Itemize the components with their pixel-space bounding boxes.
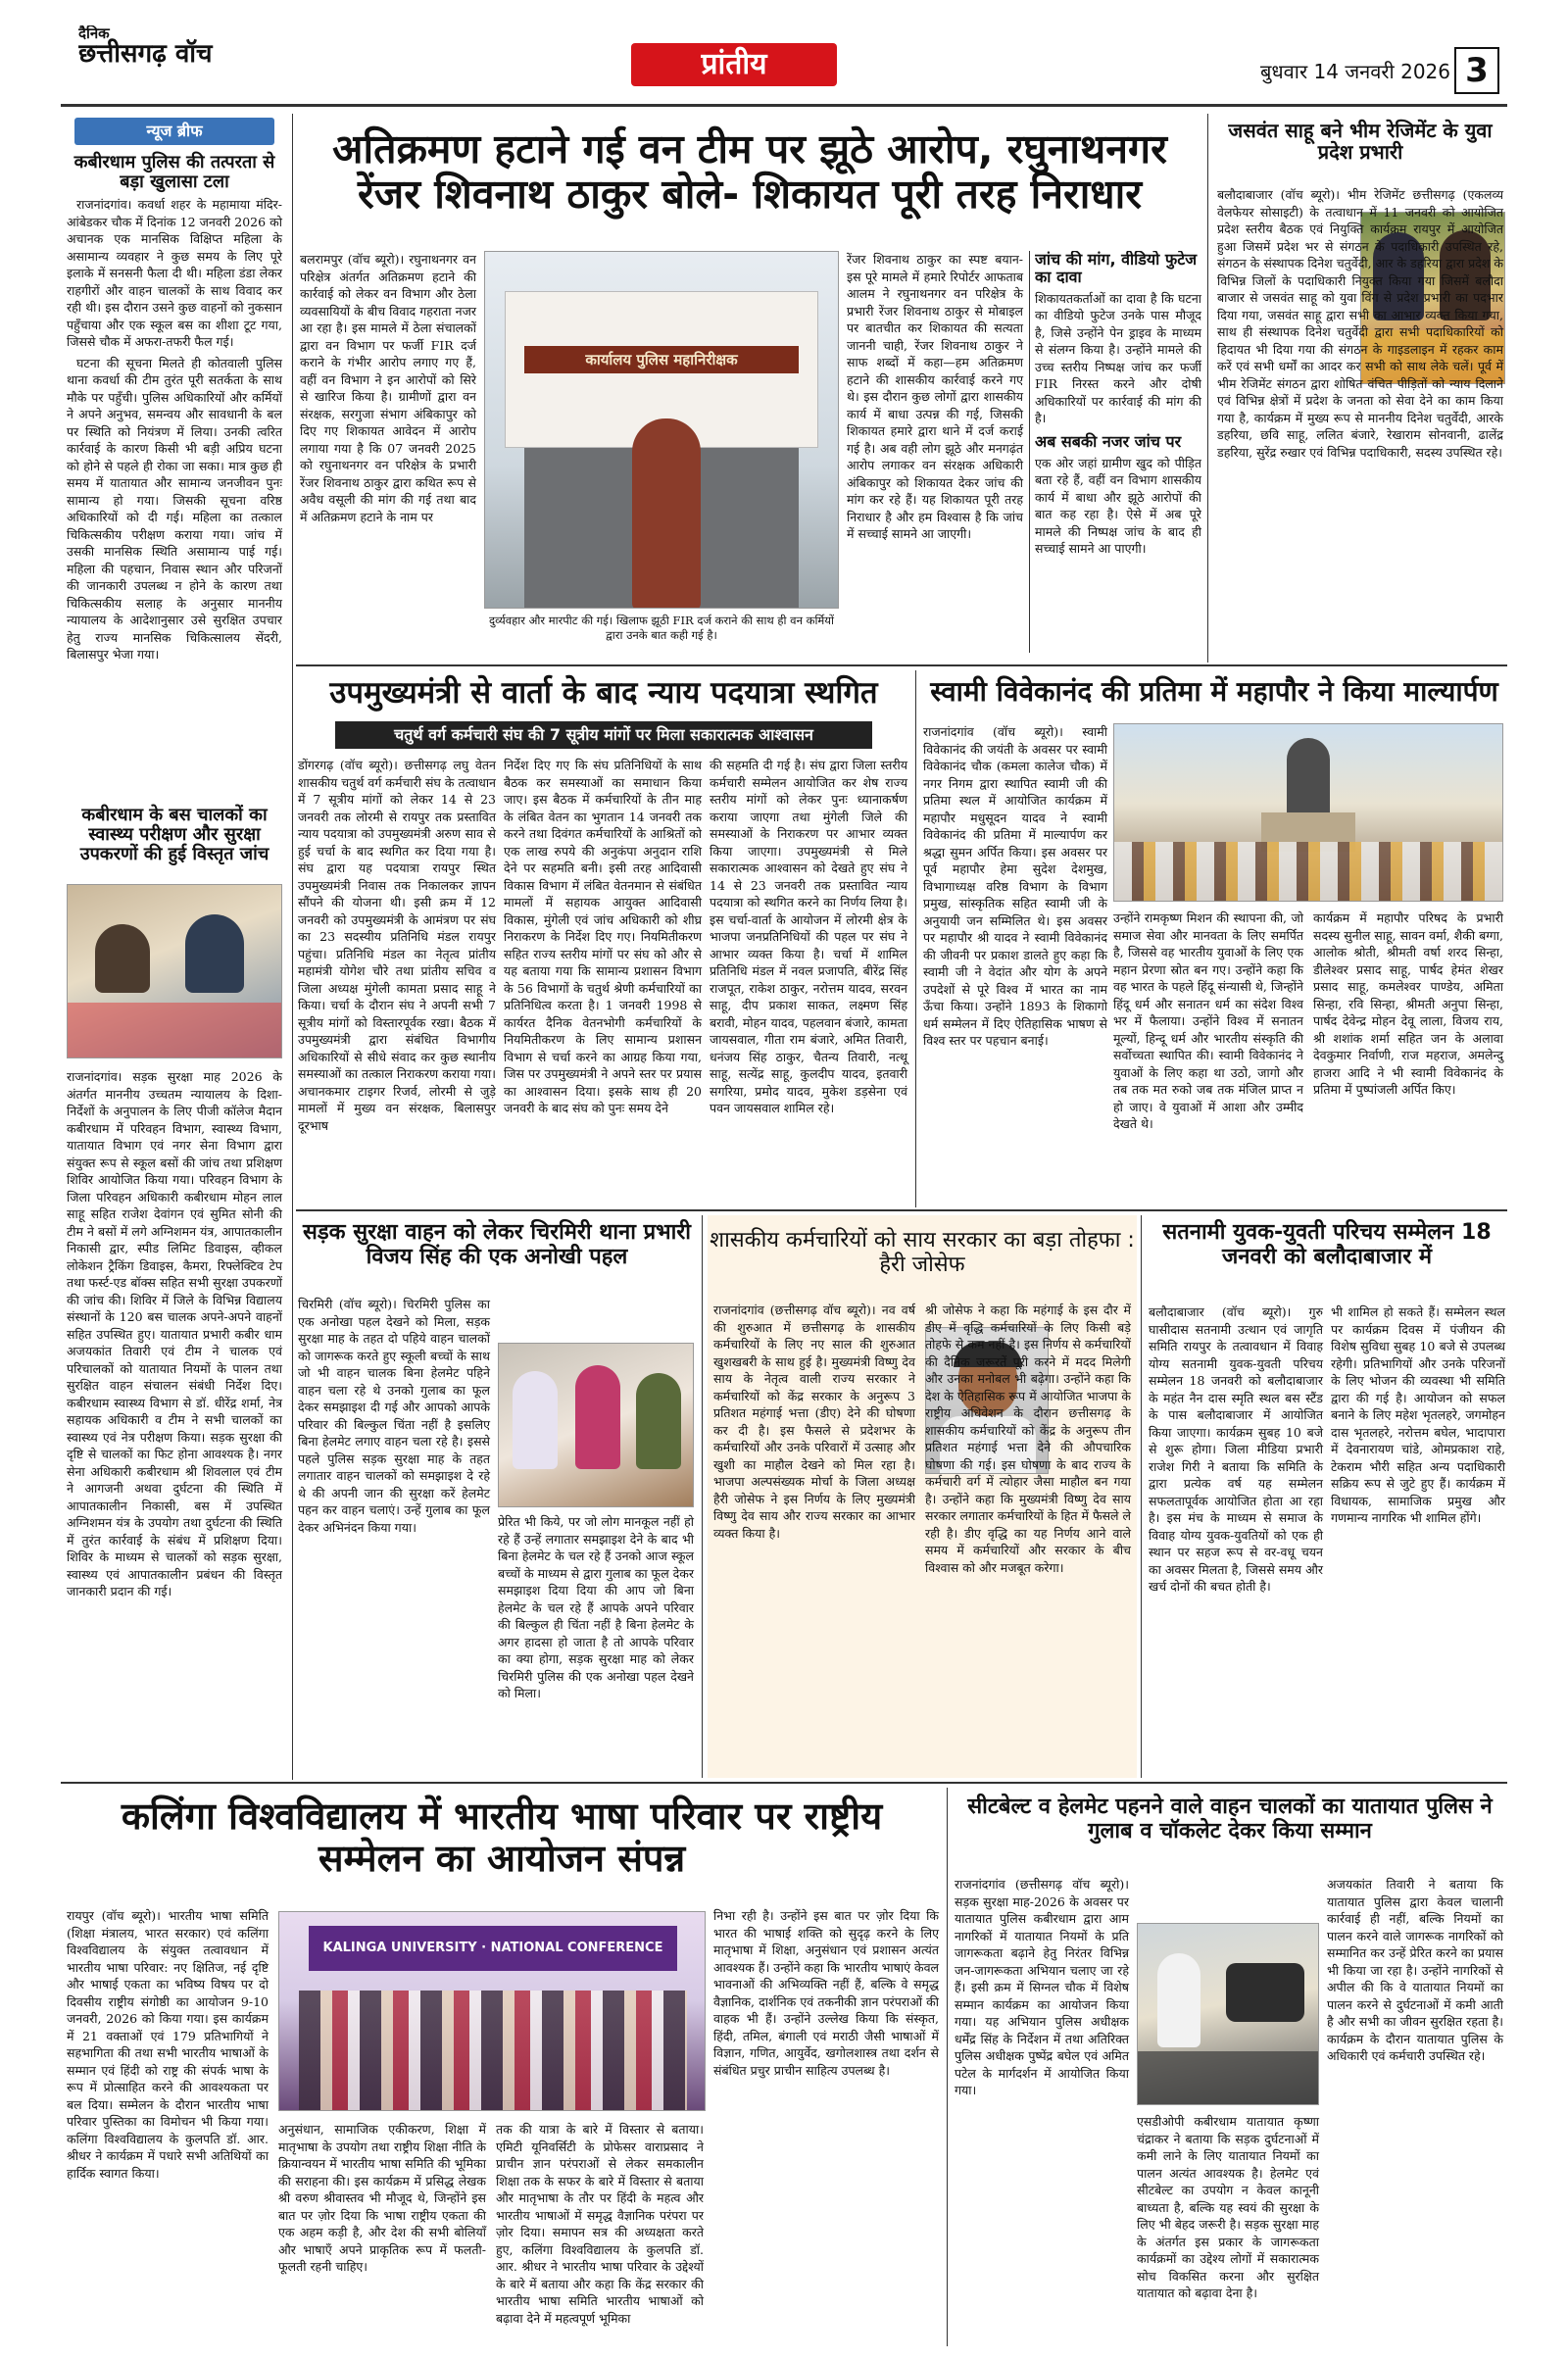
- news-brief-label: न्यूज ब्रीफ: [74, 118, 274, 145]
- satnami-headline: सतनामी युवक-युवती परिचय सम्मेलन 18 जनवरी को बलौदाबाजार में: [1162, 1220, 1492, 1269]
- vivekanand-story: [921, 670, 1507, 1207]
- hari-satnami-rule: [1141, 1215, 1142, 1778]
- kalinga-col-1: रायपुर (वॉच ब्यूरो)। भारतीय भाषा समिति (शिक्षा मंत्रालय, भारत सरकार) एवं कलिंगा विश्वविद्यालय के संयुक्त तत्वावधान में भारतीय भाषा परिवार: नए क्षितिज, नई दृष्टि और भाषाई एकता का भविष्य विषय पर दो दिवसीय राष्ट्रीय संगोष्ठी का आयोजन 9-10 जनवरी, 2026 को किया गया। इस कार्यक्रम में 21 वक्ताओं एवं 179 प्रतिभागियों ने सहभागिता की तथा सभी भारतीय भाषाओं के सम्मान एवं हिंदी को राष्ट्र की संपर्क भाषा के रूप में प्रोत्साहित करने की आवश्यकता पर बल दिया। सम्मेलन के दौरान भारतीय भाषा परिवार पुस्तिका का विमोचन भी किया गया। कलिंगा विश्वविद्यालय के कुलपति डॉ. आर. श्रीधर ने कार्यक्रम में पधारे सभी अतिथियों का हार्दिक स्वागत किया।: [67, 1908, 269, 2181]
- row3-rule: [296, 1209, 1507, 1211]
- lead-col-4: [1035, 251, 1201, 658]
- yatra-col-2: निर्देश दिए गए कि संघ प्रतिनिधियों के साथ बैठक कर समस्याओं का समाधान किया जाए। इस बैठक में कर्मचारियों के तीन माह के लंबित वेतन का भुगतान 14 जनवरी तक करने तथा दिवंगत कर्मचारियों के आश्रितों को एक लाख रुपये की अनुकंपा अनुदान राशि देने पर सहमति बनी। इसी तरह आदिवासी विकास विभाग में लंबित वेतनमान से संबंधित मामलों में सहायक आयुक्त आदिवासी विकास, मुंगेली एवं जांच अधिकारी को शीघ्र निराकरण के निर्देश दिए गए। नियमितीकरण सहित राज्य स्तरीय मांगों पर संघ को और से यह बताया गया कि सामान्य प्रशासन विभाग के 56 विभागों के चतुर्थ श्रेणी कर्मचारियों का प्रतिनिधित्व करता है। 1 जनवरी 1998 से कार्यरत दैनिक वेतनभोगी कर्मचारियों के नियमितीकरण के लिए सामान्य प्रशासन विभाग से चर्चा करने का आग्रह किया गया, जिस पर उपमुख्यमंत्री ने अपने स्तर पर प्रयास का आश्वासन दिया। इसके साथ ही 20 जनवरी के बाद संघ को पुनः समय देने: [504, 758, 702, 1115]
- lead-subhead-2: अब सबकी नजर जांच पर: [1035, 431, 1182, 451]
- bhim-story: [1213, 114, 1507, 663]
- kalinga-story: [61, 1788, 943, 2346]
- lead-headline: अतिक्रमण हटाने गई वन टीम पर झूठे आरोप, रघुनाथनगर रेंजर शिवनाथ ठाकुर बोले- शिकायत पूरी तरह निराधार: [332, 125, 1167, 218]
- seatbelt-headline: सीटबेल्ट व हेलमेट पहनने वाले वाहन चालकों का यातायात पुलिस ने गुलाब व चॉकलेट देकर किया सम्मान: [967, 1795, 1493, 1844]
- vivek-col-3: कार्यक्रम में महापौर परिषद के प्रभारी सदस्य सुनील साहू, सावन वर्मा, शैकी बग्गा, आलोक श्रोती, श्रीमती वर्षा शरद सिन्हा, डीलेश्वर प्रसाद साहू, पार्षद हेमंत शेखर प्रसाद साहू, कमलेश्वर पाण्डेय, अमिता सिन्हा, रवि सिन्हा, श्रीमती अनुपा सिन्हा, पार्षद देवेन्द्र मोहन देवू लाला, विजय राय, श्री शशांक शर्मा सहित जन के अलावा देवकुमार निर्वाणी, राज महराज, अमलेन्दु हाजरा आदि ने भी स्वामी विवेकानंद के प्रतिमा में पुष्पांजली अर्पित किए।: [1313, 910, 1503, 1097]
- yatra-vivek-rule: [915, 670, 916, 1207]
- yatra-headline: उपमुख्यमंत्री से वार्ता के बाद न्याय पदयात्रा स्थगित: [329, 675, 878, 711]
- lead-col-4b-text: एक ओर जहां ग्रामीण खुद को पीड़ित बता रहे हैं, वहीं वन विभाग शासकीय कार्य में बाधा और झूठे आरोपों की बात कह रहा है। ऐसे में अब पूरे मामले की निष्पक्ष जांच के बाद ही सच्चाई सामने आ पाएगी।: [1035, 455, 1201, 557]
- sadak-hari-rule: [702, 1215, 703, 1778]
- kalinga-col-2: अनुसंधान, सामाजिक एकीकरण, शिक्षा में मातृभाषा के उपयोग तथा राष्ट्रीय शिक्षा नीति के क्रियान्वयन में भारतीय भाषा समिति की भूमिका की सराहना की। इस कार्यक्रम में प्रसिद्ध लेखक श्री वरुण श्रीवास्तव भी मौजूद थे, जिन्होंने इस बात पर ज़ोर दिया कि भाषा राष्ट्रीय एकता की एक अहम कड़ी है, और देश की सभी बोलियाँ और भाषाएँ अपने प्राकृतिक रूप में फलती-फूलती रहनी चाहिए।: [278, 2122, 486, 2274]
- kalinga-col-4: निभा रही है। उन्होंने इस बात पर ज़ोर दिया कि भारत की भाषाई शक्ति को सुदृढ़ करने के लिए मातृभाषा में शिक्षा, अनुसंधान एवं प्रशासन अत्यंत आवश्यक हैं। उन्होंने कहा कि भारतीय भाषाएं केवल भावनाओं की अभिव्यक्ति नहीं हैं, बल्कि वे समृद्ध वैज्ञानिक, दार्शनिक एवं तकनीकी ज्ञान परंपराओं की वाहक भी हैं। उन्होंने उल्लेख किया कि संस्कृत, हिंदी, तमिल, बंगाली एवं मराठी जैसी भाषाओं में विज्ञान, गणित, आयुर्वेद, खगोलशास्त्र तथा दर्शन से संबंधित प्रचुर प्राचीन साहित्य उपलब्ध है।: [713, 1908, 939, 2078]
- lead-story: [296, 114, 1203, 663]
- masthead: [78, 25, 294, 84]
- brief-para-3: राजनांदगांव। सड़क सुरक्षा माह 2026 के अंतर्गत माननीय उच्चतम न्यायालय के दिशा-निर्देशों के अनुपालन के लिए पीजी कॉलेज मैदान कबीरधाम में परिवहन विभाग, स्वास्थ्य विभाग, यातायात विभाग एवं नगर सेना विभाग द्वारा संयुक्त रूप से स्कूल बसों की जांच तथा प्रशिक्षण शिविर आयोजित किया गया। परिवहन विभाग के जिला परिवहन अधिकारी कबीरधाम मोहन लाल साहू सहित राजेश देवांगन एवं सुमित सोनी की टीम ने बसों में लगे अग्निशमन यंत्र, आपातकालीन निकासी द्वार, स्पीड लिमिट डिवाइस, व्हीकल लोकेशन ट्रैकिंग डिवाइस, कैमरा, रिफ्लेक्टिव टेप तथा फर्स्ट-एड बॉक्स सहित सभी सुरक्षा उपकरणों की जांच की। शिविर में जिले के विभिन्न विद्यालय संस्थानों के 120 बस चालक अपने-अपने वाहनों सहित उपस्थित हुए। यातायात प्रभारी कबीर धाम अजयकांत तिवारी एवं टीम ने चालक एवं परिचालकों को यातायात नियमों के पालन तथा सुरक्षित वाहन संचालन संबंधी निर्देश दिए। कबीरधाम स्वास्थ्य विभाग से डॉ. धीरेंद्र शर्मा, नेत्र सहायक अधिकारी व टीम ने सभी चालकों का स्वास्थ्य एवं नेत्र परीक्षण किया। सड़क सुरक्षा की दृष्टि से चालकों का फिट होना आवश्यक है। नगर सेना अधिकारी कबीरधाम श्री शिवलाल एवं टीम ने आगजनी अथवा दुर्घटना की स्थिति में आपातकालीन निकासी, बस में उपस्थित अग्निशमन यंत्र के उपयोग तथा दुर्घटना की स्थिति में तुरंत कार्रवाई के संबंध में प्रशिक्षण दिया। शिविर के माध्यम से चालकों को सड़क सुरक्षा, स्वास्थ्य एवं आपातकालीन प्रबंधन की विस्तृत जानकारी प्रदान की गई।: [67, 1069, 282, 1598]
- brief-para-2: घटना की सूचना मिलते ही कोतवाली पुलिस थाना कवर्धा की टीम तुरंत पूरी सतर्कता के साथ मौके पर पहुँची। पुलिस अधिकारियों और कर्मियों ने अपने अनुभव, समन्वय और सावधानी के बल पर स्थिति को नियंत्रण में लिया। उनकी त्वरित कार्रवाई के कारण किसी भी बड़ी अप्रिय घटना को होने से पहले ही रोका जा सका। मात्र कुछ ही समय में यातायात और सामान्य जनजीवन पुनः सामान्य हो गया। जिसकी सूचना वरिष्ठ अधिकारियों को दी गई। महिला का तत्काल चिकित्सकीय परीक्षण कराया गया। जांच में उसकी मानसिक स्थिति असामान्य पाई गई। महिला की पहचान, निवास स्थान और परिजनों की जानकारी उपलब्ध न होने के कारण तथा चिकित्सकीय सलाह के अनुसार माननीय न्यायालय के आदेशानुसार उसे सुरक्षित उपचार हेतु राज्य मानसिक चिकित्सालय सेंदरी, बिलासपुर भेजा गया।: [67, 355, 282, 663]
- conference-banner: KALINGA UNIVERSITY · NATIONAL CONFERENCE: [309, 1926, 677, 1971]
- sadak-headline: सड़क सुरक्षा वाहन को लेकर चिरमिरी थाना प्रभारी विजय सिंह की एक अनोखी पहल: [303, 1220, 691, 1269]
- kalinga-seatbelt-rule: [947, 1788, 948, 2346]
- brief-story-2: [61, 802, 288, 1782]
- row2-rule: [296, 664, 1507, 666]
- hari-col-2: श्री जोसेफ ने कहा कि महंगाई के इस दौर में डीए में वृद्धि कर्मचारियों के लिए किसी बड़े तोहफे से कम नहीं है। इस निर्णय से कर्मचारियों की दैनिक जरूरतें पूरी करने में मदद मिलेगी और उनका मनोबल भी बढ़ेगा। उन्होंने कहा कि देश के ऐतिहासिक रूप में आयोजित भाजपा के राष्ट्रीय अधिवेशन के दौरान छत्तीसगढ़ के शासकीय कर्मचारियों को केंद्र के अनुरूप तीन प्रतिशत महंगाई भत्ता देने की औपचारिक घोषणा की गई। इस घोषणा के बाद राज्य के कर्मचारी वर्ग में त्योहार जैसा माहौल बन गया है। उन्होंने कहा कि मुख्यमंत्री विष्णु देव साय सरकार लगातार कर्मचारियों के हित में फैसले ले रही है। डीए वृद्धि का यह निर्णय आने वाले समय में कर्मचारियों और सरकार के बीच विश्वास को और मजबूत करेगा।: [925, 1303, 1131, 1575]
- paper-name: छत्तीसगढ़ वॉच: [78, 39, 213, 69]
- bhim-text: बलौदाबाजार (वॉच ब्यूरो)। भीम रेजिमेंट छत्तीसगढ़ (एकलव्य वेलफेयर सोसाइटी) के तत्वाधान में 11 जनवरी को आयोजित प्रदेश स्तरीय बैठक एवं नियुक्ति कार्यक्रम रायपुर में आयोजित हुआ जिसमें प्रदेश भर से संगठन के पदाधिकारी उपस्थित रहे, संगठन के संस्थापक दिनेश चतुर्वेदी, आर के डहरिया द्वारा प्रदेश के विभिन्न जिलों के पदाधिकारी नियुक्त किया गया जिसमें बलौदा बाजार से जसवंत साहू को युवा विंग से प्रदेश प्रभारी का पदभार दिया गया, जसवंत साहू द्वारा सभी का आभार व्यक्त किया गया, साथ ही संस्थापक दिनेश चतुर्वेदी द्वारा सभी पदाधिकारियों को हिदायत भी दिया गया की संगठन के गाइडलाइन में रहकर काम करें एवं सभी धर्मों का आदर कर सभी को साथ लेके चलें। पूर्व में भीम रेजिमेंट संगठन द्वारा शोषित वंचित पीड़ितों को न्याय दिलाने एवं विभिन्न क्षेत्रों में प्रदेश के जनता को सेवा देने का काम किया गया है, कार्यक्रम में मुख्य रूप से माननीय दिनेश चतुर्वेदी, आरके डहरिया, छवि साहू, ललित बंजारे, रेखाराम सोनवानी, ढालेंद्र डहरिया, सुरेंद्र रुखार एवं विभिन्न पदाधिकारी, सदस्य उपस्थित रहे।: [1217, 187, 1503, 460]
- section-label: प्रांतीय: [631, 43, 837, 86]
- lead-col-3: रेंजर शिवनाथ ठाकुर का स्पष्ट बयान- इस पूरे मामले में हमारे रिपोर्टर आफताब आलम ने रघुनाथनगर वन परिक्षेत्र के प्रभारी रेंजर शिवनाथ ठाकुर से मोबाइल पर बातचीत कर शिकायत की सत्यता जाननी चाही, रेंजर शिवनाथ ठाकुर ने साफ शब्दों में कहा—हम अतिक्रमण हटाने की शासकीय कार्रवाई करने गए थे। इस दौरान कुछ लोगों द्वारा शासकीय कार्य में बाधा उत्पन्न की गई, जिसकी शिकायत हमारे द्वारा थाने में दर्ज कराई गई है। अब वही लोग झूठे और मनगढ़ंत आरोप लगाकर वन संरक्षक अधिकारी अंबिकापुर को शिकायत देकर जांच की मांग कर रहे हैं। यह शिकायत पूरी तरह निराधार है और हम विश्वास है कि जांच में सच्चाई सामने आ जाएगी।: [847, 252, 1023, 541]
- issue-date: बुधवार 14 जनवरी 2026: [1259, 60, 1450, 83]
- header-rule: [61, 104, 1507, 107]
- page-number: 3: [1454, 47, 1499, 94]
- hari-col-1: राजनांदगांव (छत्तीसगढ़ वॉच ब्यूरो)। नव वर्ष की शुरुआत में छत्तीसगढ़ के शासकीय कर्मचारियों के लिए नए साल की शुरुआत खुशखबरी के साथ हुई है। मुख्यमंत्री विष्णु देव साय के नेतृत्व वाली राज्य सरकार ने कर्मचारियों को केंद्र सरकार के अनुरूप 3 प्रतिशत महंगाई भत्ता (डीए) देने की घोषणा कर दी है। इस फैसले से प्रदेशभर के कर्मचारियों और उनके परिवारों में उत्साह और खुशी का माहौल देखने को मिल रहा है। भाजपा अल्पसंख्यक मोर्चा के जिला अध्यक्ष हैरी जोसेफ ने इस निर्णय के लिए मुख्यमंत्री विष्णु देव साय और राज्य सरकार का आभार व्यक्त किया है।: [713, 1303, 915, 1541]
- vivek-col-1: राजनांदगांव (वॉच ब्यूरो)। स्वामी विवेकानंद की जयंती के अवसर पर स्वामी विवेकानंद चौक (कमला कालेज चौक) में नगर निगम द्वारा स्थापित स्वामी जी की प्रतिमा स्थल में आयोजित कार्यक्रम में महापौर मधुसूदन यादव ने स्वामी विवेकानंद की प्रतिमा में माल्यार्पण कर श्रद्धा सुमन अर्पित किया। इस अवसर पर पूर्व महापौर हेमा सुदेश देशमुख, विभागाध्यक्ष वरिष्ठ विभाग के विभाग प्रमुख, सांस्कृतिक सहित स्वामी जी के अनुयायी जन सम्मिलित थे। इस अवसर पर महापौर श्री यादव ने स्वामी विवेकानंद की जीवनी पर प्रकाश डालते हुए कहा कि स्वामी जी ने वेदांत और योग के अपने उपदेशों से पूरे विश्व में भारत का नाम ऊँचा किया। उन्होंने 1893 के शिकागो धर्म सम्मेलन में दिए ऐतिहासिक भाषण से विश्व स्तर पर पहचान बनाई।: [923, 724, 1107, 1048]
- vivekanand-statue-photo: [1113, 723, 1503, 902]
- seatbelt-col-2: एसडीओपी कबीरधाम यातायात कृष्णा चंद्राकर ने बताया कि सड़क दुर्घटनाओं में कमी लाने के लिए यातायात नियमों का पालन अत्यंत आवश्यक है। हेलमेट एवं सीटबेल्ट का उपयोग न केवल कानूनी बाध्यता है, बल्कि यह स्वयं की सुरक्षा के लिए भी बेहद जरूरी है। सड़क सुरक्षा माह के अंतर्गत इस प्रकार के जागरूकता कार्यक्रमों का उद्देश्य लोगों में सकारात्मक सोच विकसित करना और सुरक्षित यातायात को बढ़ावा देना है।: [1137, 2114, 1319, 2300]
- lead-photo-caption: दुर्व्यवहार और मारपीट की गई। खिलाफ झूठी FIR दर्ज कराने की साथ ही वन कर्मियों द्वारा उनके बात कही गई है।: [489, 614, 834, 642]
- vivekanand-headline: स्वामी विवेकानंद की प्रतिमा में महापौर ने किया माल्यार्पण: [930, 675, 1498, 708]
- satnami-col-1: बलौदाबाजार (वॉच ब्यूरो)। गुरु घासीदास सतनामी उत्थान एवं जागृति समिति रायपुर के तत्वावधान में विवाह योग्य सतनामी युवक-युवती परिचय सम्मेलन 18 जनवरी को बलौदाबाजार के महंत नैन दास स्मृति स्थल बस स्टैंड के पास बलौदाबाजार में आयोजित किया जाएगा। कार्यक्रम सुबह 10 बजे से शुरू होगा। जिला मीडिया प्रभारी राजेश गिरी ने बताया कि समिति के द्वारा प्रत्येक वर्ष यह सम्मेलन सफलतापूर्वक आयोजित होता आ रहा है। इस मंच के माध्यम से समाज के विवाह योग्य युवक-युवतियों को एक ही स्थान पर सहज रूप से वर-वधू चयन का अवसर मिलता है, जिससे समय और खर्च दोनों की बचत होती है।: [1149, 1304, 1323, 1594]
- sadak-col-2: प्रेरित भी किये, पर जो लोग मानकूल नहीं हो रहे हैं उन्हें लगातार समझाइश देने के बाद भी बिना हेलमेट के चल रहे हैं उनको आज स्कूल बच्चों के माध्यम से द्वारा गुलाब का फूल देकर समझाइश दिया दिया की आप जो बिना हेलमेट के चल रहे हैं आपके अपने परिवार की बिल्कुल ही चिंता नहीं है बिना हेलमेट के अगर हादसा हो जाता है तो आपके परिवार का क्या होगा, सड़क सुरक्षा माह को लेकर चिरमिरी पुलिस की एक अनोखा पहल देखने को मिला।: [498, 1514, 694, 1700]
- right-column-rule: [1207, 114, 1208, 663]
- yatra-col-3: की सहमति दी गई है। संघ द्वारा जिला स्तरीय कर्मचारी सम्मेलन आयोजित कर शेष राज्य स्तरीय मांगों को लेकर पुनः ध्यानाकर्षण कराया जाएगा तथा मुंगेली जिले की समस्याओं के निराकरण पर आभार व्यक्त किया जाएगा। उपमुख्यमंत्री से मिले सकारात्मक आश्वासन को देखते हुए संघ ने 14 से 23 जनवरी तक प्रस्तावित न्याय पदयात्रा को स्थगित करने का निर्णय लिया है। इस चर्चा-वार्ता के आयोजन में लोरमी क्षेत्र के भाजपा जनप्रतिनिधियों की पहल पर संघ ने आभार व्यक्त किया है। चर्चा में शामिल प्रतिनिधि मंडल में नवल प्रजापति, बीरेंद्र सिंह राजपूत, राकेश ठाकुर, नरोत्तम यादव, सरवन साहू, दीप प्रकाश साकत, लक्ष्मण सिंह बरावी, मोहन यादव, पहलवान बंजारे, कामता जायसवाल, गीता राम बंजारे, अमित तिवारी, धनंजय सिंह ठाकुर, चैतन्य तिवारी, नत्थू साहू, सत्येंद्र साहू, कुलदीप यादव, इतवारी सगरिया, प्रमोद यादव, मुकेश डड़सेना एवं पवन जायसवाल शामिल रहे।: [710, 758, 907, 1115]
- yatra-story: [296, 670, 911, 1207]
- kalinga-col-3: तक की यात्रा के बारे में विस्तार से बताया। एमिटी यूनिवर्सिटी के प्रोफेसर वाराप्रसाद ने प्राचीन ज्ञान परंपराओं से लेकर समकालीन शिक्षा तक के सफर के बारे में विस्तार से बताया और मातृभाषा के तौर पर हिंदी के महत्व और भारतीय भाषाओं में समृद्ध वैज्ञानिक परंपरा पर ज़ोर दिया। समापन सत्र की अध्यक्षता करते हुए, कलिंगा विश्वविद्यालय के कुलपति डॉ. आर. श्रीधर ने भारतीय भाषा परिवार के उद्देश्यों के बारे में बताया और कहा कि केंद्र सरकार की भारतीय भाषा समिति भारतीय भाषाओं को बढ़ावा देने में महत्वपूर्ण भूमिका: [496, 2122, 704, 2326]
- lead-col-4-text: शिकायतकर्ताओं का दावा है कि घटना का वीडियो फुटेज उनके पास मौजूद है, जिसे उन्होंने पेन ड्राइव के माध्यम से संलग्न किया है। उन्होंने मामले की उच्च स्तरीय निष्पक्ष जांच कर फर्जी FIR निरस्त करने और दोषी अधिकारियों पर कार्रवाई की मांग की है।: [1035, 290, 1201, 426]
- bhim-headline: जसवंत साहू बने भीम रेजिमेंट के युवा प्रदेश प्रभारी: [1228, 119, 1493, 165]
- satnami-col-2: भी शामिल हो सकते हैं। सम्मेलन स्थल पर कार्यक्रम दिवस में पंजीयन की विशेष सुविधा सुबह 10 बजे से उपलब्ध रहेगी। प्रतिभागियों और उनके परिजनों के लिए भोजन की व्यवस्था भी समिति द्वारा की गई है। आयोजन को सफल बनाने के लिए महेश भृतलहरे, जगमोहन दास भृतलहरे, नरोत्तम बघेल, भादापारा में देवनारायण चांडे, ओमप्रकाश राहे, टेकराम भौरी सहित अन्य पदाधिकारी सक्रिय रूप से जुटे हुए हैं। कार्यक्रम में विधायक, सामाजिक प्रमुख और गणमान्य नागरिक भी शामिल होंगे।: [1331, 1304, 1505, 1525]
- satnami-story: [1147, 1215, 1507, 1778]
- kalinga-headline: कलिंगा विश्वविद्यालय में भारतीय भाषा परिवार पर राष्ट्रीय सम्मेलन का आयोजन संपन्न: [121, 1795, 883, 1880]
- brief-headline-2: कबीरधाम के बस चालकों का स्वास्थ्य परीक्षण और सुरक्षा उपकरणों की हुई विस्तृत जांच: [79, 805, 270, 865]
- sadak-story: [296, 1215, 698, 1778]
- seatbelt-col-1: राजनांदगांव (छत्तीसगढ़ वॉच ब्यूरो)। सड़क सुरक्षा माह-2026 के अवसर पर यातायात पुलिस कबीरधाम द्वारा आम नागरिकों में यातायात नियमों के प्रति जागरूकता बढ़ाने हेतु निरंतर विभिन्न जन-जागरूकता अभियान चलाए जा रहे हैं। इसी क्रम में सिग्नल चौक में विशेष सम्मान कार्यक्रम का आयोजन किया गया। यह अभियान पुलिस अधीक्षक धर्मेंद्र सिंह के निर्देशन में तथा अतिरिक्त पुलिस अधीक्षक पुष्पेंद्र बघेल एवं अमित पटेल के मार्गदर्शन में आयोजित किया गया।: [955, 1877, 1129, 2097]
- yatra-deck: चतुर्थ वर्ग कर्मचारी संघ की 7 सूत्रीय मांगों पर मिला सकारात्मक आश्वासन: [335, 721, 872, 749]
- brief-headline-1: कबीरधाम पुलिस की तत्परता से बड़ा खुलासा टला: [74, 152, 275, 193]
- lead-col-rule: [1029, 251, 1030, 653]
- helmet-rose-photo: [498, 1343, 694, 1507]
- hari-story: [708, 1215, 1137, 1778]
- brief-para-1: राजनांदगांव। कवर्धा शहर के महामाया मंदिर-आंबेडकर चौक में दिनांक 12 जनवरी 2026 को अचानक एक मानसिक विक्षिप्त महिला के असामान्य व्यवहार ने कुछ समय के लिए पूरे इलाके में सनसनी फैला दी थी। महिला डंडा लेकर राहगीरों और वाहन चालकों के साथ विवाद कर रही थी। इस दौरान उसने कुछ वाहनों को नुकसान पहुँचाया और एक स्कूल बस का शीशा टूट गया, जिससे चौक में अफरा-तफरी फैल गई।: [67, 197, 282, 350]
- paper-name-small: दैनिक: [78, 25, 110, 42]
- lead-col-1: बलरामपुर (वॉच ब्यूरो)। रघुनाथनगर वन परिक्षेत्र अंतर्गत अतिक्रमण हटाने की कार्रवाई को लेकर वन विभाग और ठेला व्यवसायियों के बीच विवाद गहराता नजर आ रहा है। इस मामले में ठेला संचालकों द्वारा वन विभाग पर फर्जी FIR दर्ज कराने के गंभीर आरोप लगाए गए हैं, वहीं वन विभाग ने इन आरोपों को सिरे से खारिज किया है। ग्रामीणों द्वारा वन संरक्षक, सरगुजा संभाग अंबिकापुर को दिए गए शिकायत आवेदन में आरोप लगाया गया है कि 07 जनवरी 2025 को रघुनाथनगर वन परिक्षेत्र के प्रभारी रेंजर शिवनाथ ठाकुर द्वारा कथित रूप से अवैध वसूली की मांग की गई तथा बाद में अतिक्रमण हटाने के नाम पर: [300, 252, 476, 524]
- seatbelt-story: [953, 1788, 1507, 2346]
- office-sign: कार्यालय पुलिस महानिरीक्षक: [524, 346, 799, 373]
- hari-headline: शासकीय कर्मचारियों को साय सरकार का बड़ा तोहफा : हैरी जोसेफ: [710, 1228, 1135, 1277]
- vivek-col-2: उन्होंने रामकृष्ण मिशन की स्थापना की, जो समाज सेवा और मानवता के लिए समर्पित है, जिससे वह भारतीय युवाओं के लिए एक महान प्रेरणा स्रोत बन गए। उन्होंने कहा कि वह भारत के पहले हिंदू संन्यासी थे, जिन्होंने हिंदू धर्म और सनातन धर्म का संदेश विश्व भर में फैलाया। उन्होंने विश्व में सनातन मूल्यों, हिन्दू धर्म और भारतीय संस्कृति की सर्वोच्चता स्थापित की। स्वामी विवेकानंद ने युवाओं के लिए कहा था उठो, जागो और तब तक मत रुको जब तक मंजिल प्राप्त न हो जाए। वे युवाओं में आशा और उम्मीद देखते थे।: [1113, 910, 1303, 1131]
- yatra-col-1: डोंगरगढ़ (वॉच ब्यूरो)। छत्तीसगढ़ लघु वेतन शासकीय चतुर्थ वर्ग कर्मचारी संघ के तत्वाधान में 7 सूत्रीय मांगों को लेकर 14 से 23 जनवरी तक लोरमी से रायपुर तक प्रस्तावित न्याय पदयात्रा को उपमुख्यमंत्री अरुण साव से हुई चर्चा के बाद स्थगित कर दिया गया है। संघ द्वारा यह पदयात्रा रायपुर स्थित उपमुख्यमंत्री निवास तक निकालकर ज्ञापन सौंपने की योजना थी। इसी क्रम में 12 जनवरी को उपमुख्यमंत्री के आमंत्रण पर संघ का 23 सदस्यीय प्रतिनिधि मंडल रायपुर पहुंचा। प्रतिनिधि मंडल का नेतृत्व प्रांतीय महामंत्री योगेश चौरे तथा प्रांतीय सचिव व जिला अध्यक्ष मुंगेली कामता प्रसाद साहू ने किया। चर्चा के दौरान संघ ने अपनी सभी 7 सूत्रीय मांगों को विस्तारपूर्वक रखा। बैठक में उपमुख्यमंत्री द्वारा संबंधित विभागीय अधिकारियों से सीधे संवाद कर कुछ स्थानीय समस्याओं का तत्काल निराकरण कराया गया। अचानकमार टाइगर रिजर्व, लोरमी से जुड़े मामलों में मुख्य वन संरक्षक, बिलासपुर दूरभाष: [298, 758, 496, 1133]
- sadak-col-1: चिरमिरी (वॉच ब्यूरो)। चिरमिरी पुलिस का एक अनोखा पहल देखने को मिला, सड़क सुरक्षा माह के तहत दो पहिये वाहन चालकों को जागरूक करते हुए स्कूली बच्चों के साथ जो भी वाहन चालक बिना हेलमेट पहिने वाहन चला रहे थे उनको गुलाब का फूल देकर समझाइश दी गई और आपको आपके परिवार की बिल्कुल चिंता नहीं है इसलिए बिना हेलमेट लगाए वाहन चला रहे है। इससे पहले पुलिस सड़क सुरक्षा माह के तहत लगातार वाहन चालकों को समझाइश दे रहे थे की अपनी जान की सुरक्षा करें हेलमेट पहन कर वाहन चलाएं। उन्हें गुलाब का फूल देकर अभिनंदन किया गया।: [298, 1297, 490, 1535]
- seatbelt-col-3: अजयकांत तिवारी ने बताया कि यातायात पुलिस द्वारा केवल चालानी कार्रवाई ही नहीं, बल्कि नियमों का पालन करने वाले जागरूक नागरिकों को सम्मानित कर उन्हें प्रेरित करने का प्रयास भी किया जा रहा है। उन्होंने नागरिकों से अपील की कि वे यातायात नियमों का पालन करने से दुर्घटनाओं में कमी आती है और सभी का जीवन सुरक्षित रहता है। कार्यक्रम के दौरान यातायात पुलिस के अधिकारी एवं कर्मचारी उपस्थित रहे।: [1327, 1877, 1503, 2063]
- kalinga-conference-photo: [278, 1911, 706, 2111]
- brief-column-rule: [292, 114, 293, 1780]
- lead-subhead-1: जांच की मांग, वीडियो फुटेज का दावा: [1035, 251, 1198, 286]
- bus-driver-photo: [67, 884, 282, 1058]
- person-figure: [632, 418, 701, 609]
- traffic-police-photo: [1137, 1923, 1319, 2105]
- row4-rule: [61, 1782, 1507, 1784]
- ig-office-photo: [484, 251, 839, 609]
